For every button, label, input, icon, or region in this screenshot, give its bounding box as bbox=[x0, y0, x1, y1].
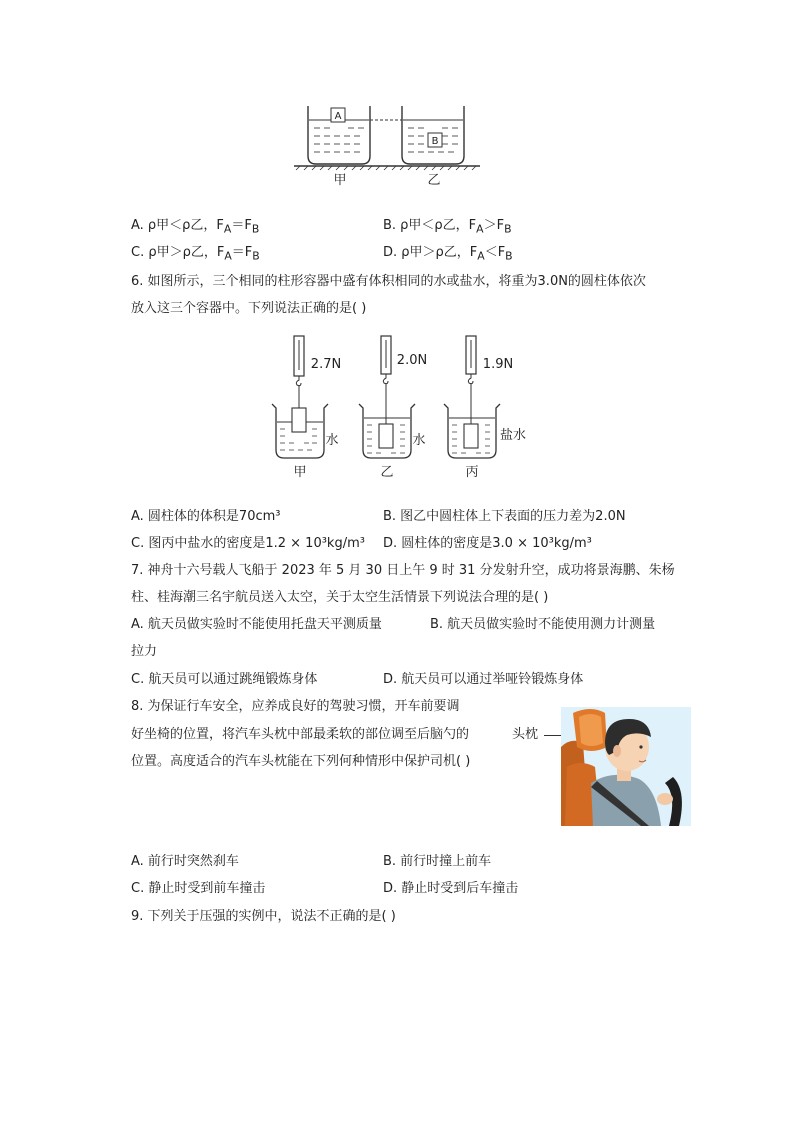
q8-stem-line1: 8. 为保证行车安全，应养成良好的驾驶习惯，开车前要调 bbox=[131, 699, 460, 714]
q7-stem-line1: 7. 神舟十六号载人飞船于 2023 年 5 月 30 日上午 9 时 31 分发射升空，成功将景海鹏、朱杨 bbox=[131, 563, 675, 578]
driver-illustration bbox=[561, 707, 691, 826]
q6-option-a: A. 圆柱体的体积是70cm³ bbox=[131, 509, 281, 524]
q6-option-d: D. 圆柱体的密度是3.0 × 10³kg/m³ bbox=[383, 536, 592, 551]
q8-option-b: B. 前行时撞上前车 bbox=[383, 854, 492, 869]
q8-stem-line2: 好坐椅的位置，将汽车头枕中部最柔软的部位调至后脑勺的 bbox=[131, 727, 470, 742]
fig5-label-b: 乙 bbox=[427, 173, 441, 188]
q5-figure bbox=[290, 100, 490, 195]
q6-option-b: B. 图乙中圆柱体上下表面的压力差为2.0N bbox=[383, 509, 626, 524]
q8-option-a: A. 前行时突然刹车 bbox=[131, 854, 239, 869]
q5-option-d: D. ρ甲＞ρ乙，$F_A<F_B$ bbox=[383, 245, 513, 263]
q5-option-c: C. ρ甲＞ρ乙，$F_A=F_B$ bbox=[131, 245, 260, 263]
q7-option-b-cont: 拉力 bbox=[131, 644, 158, 659]
label-yi: 乙 bbox=[380, 465, 394, 480]
q7-option-a: A. 航天员做实验时不能使用托盘天平测质量 bbox=[131, 617, 382, 632]
q6-stem-line1: 6. 如图所示，三个相同的柱形容器中盛有体积相同的水或盐水，将重为3.0N的圆柱体依次 bbox=[131, 274, 646, 289]
q7-option-d: D. 航天员可以通过举哑铃锻炼身体 bbox=[383, 672, 584, 687]
q5-option-b: B. ρ甲＜ρ乙，$F_A>F_B$ bbox=[383, 218, 512, 236]
q8-option-d: D. 静止时受到后车撞击 bbox=[383, 881, 519, 896]
box-a-label: A bbox=[334, 111, 342, 122]
q6-stem-line2: 放入这三个容器中。下列说法正确的是( ) bbox=[131, 301, 367, 316]
reading-jia: 2.7N bbox=[310, 357, 342, 372]
liquid-yi: 水 bbox=[412, 433, 426, 448]
driver-headrest-image bbox=[561, 707, 691, 826]
liquid-jia: 水 bbox=[325, 433, 339, 448]
q5-containers-diagram bbox=[290, 100, 490, 195]
label-bing: 丙 bbox=[465, 465, 479, 480]
q7-option-c: C. 航天员可以通过跳绳锻炼身体 bbox=[131, 672, 318, 687]
fig5-label-a: 甲 bbox=[333, 173, 347, 188]
q6-figure bbox=[266, 330, 536, 485]
q9-stem-line1: 9. 下列关于压强的实例中，说法不正确的是( ) bbox=[131, 909, 396, 924]
label-jia: 甲 bbox=[293, 465, 307, 480]
reading-yi: 2.0N bbox=[396, 353, 428, 368]
q7-option-b: B. 航天员做实验时不能使用测力计测量 bbox=[430, 617, 656, 632]
liquid-bing: 盐水 bbox=[499, 428, 526, 443]
q8-stem-line3: 位置。高度适合的汽车头枕能在下列何种情形中保护司机( ) bbox=[131, 754, 471, 769]
q5-option-a: A. ρ甲＜ρ乙，$F_A=F_B$ bbox=[131, 218, 260, 236]
q8-option-c: C. 静止时受到前车撞击 bbox=[131, 881, 266, 896]
headrest-label: 头枕 bbox=[512, 727, 539, 742]
reading-bing: 1.9N bbox=[482, 357, 514, 372]
setup-bing bbox=[444, 336, 500, 458]
q7-stem-line2: 柱、桂海潮三名宇航员送入太空，关于太空生活情景下列说法合理的是( ) bbox=[131, 590, 549, 605]
q6-option-c: C. 图丙中盐水的密度是1.2 × 10³kg/m³ bbox=[131, 536, 365, 551]
box-b-label: B bbox=[431, 136, 439, 147]
setup-jia bbox=[272, 336, 328, 458]
